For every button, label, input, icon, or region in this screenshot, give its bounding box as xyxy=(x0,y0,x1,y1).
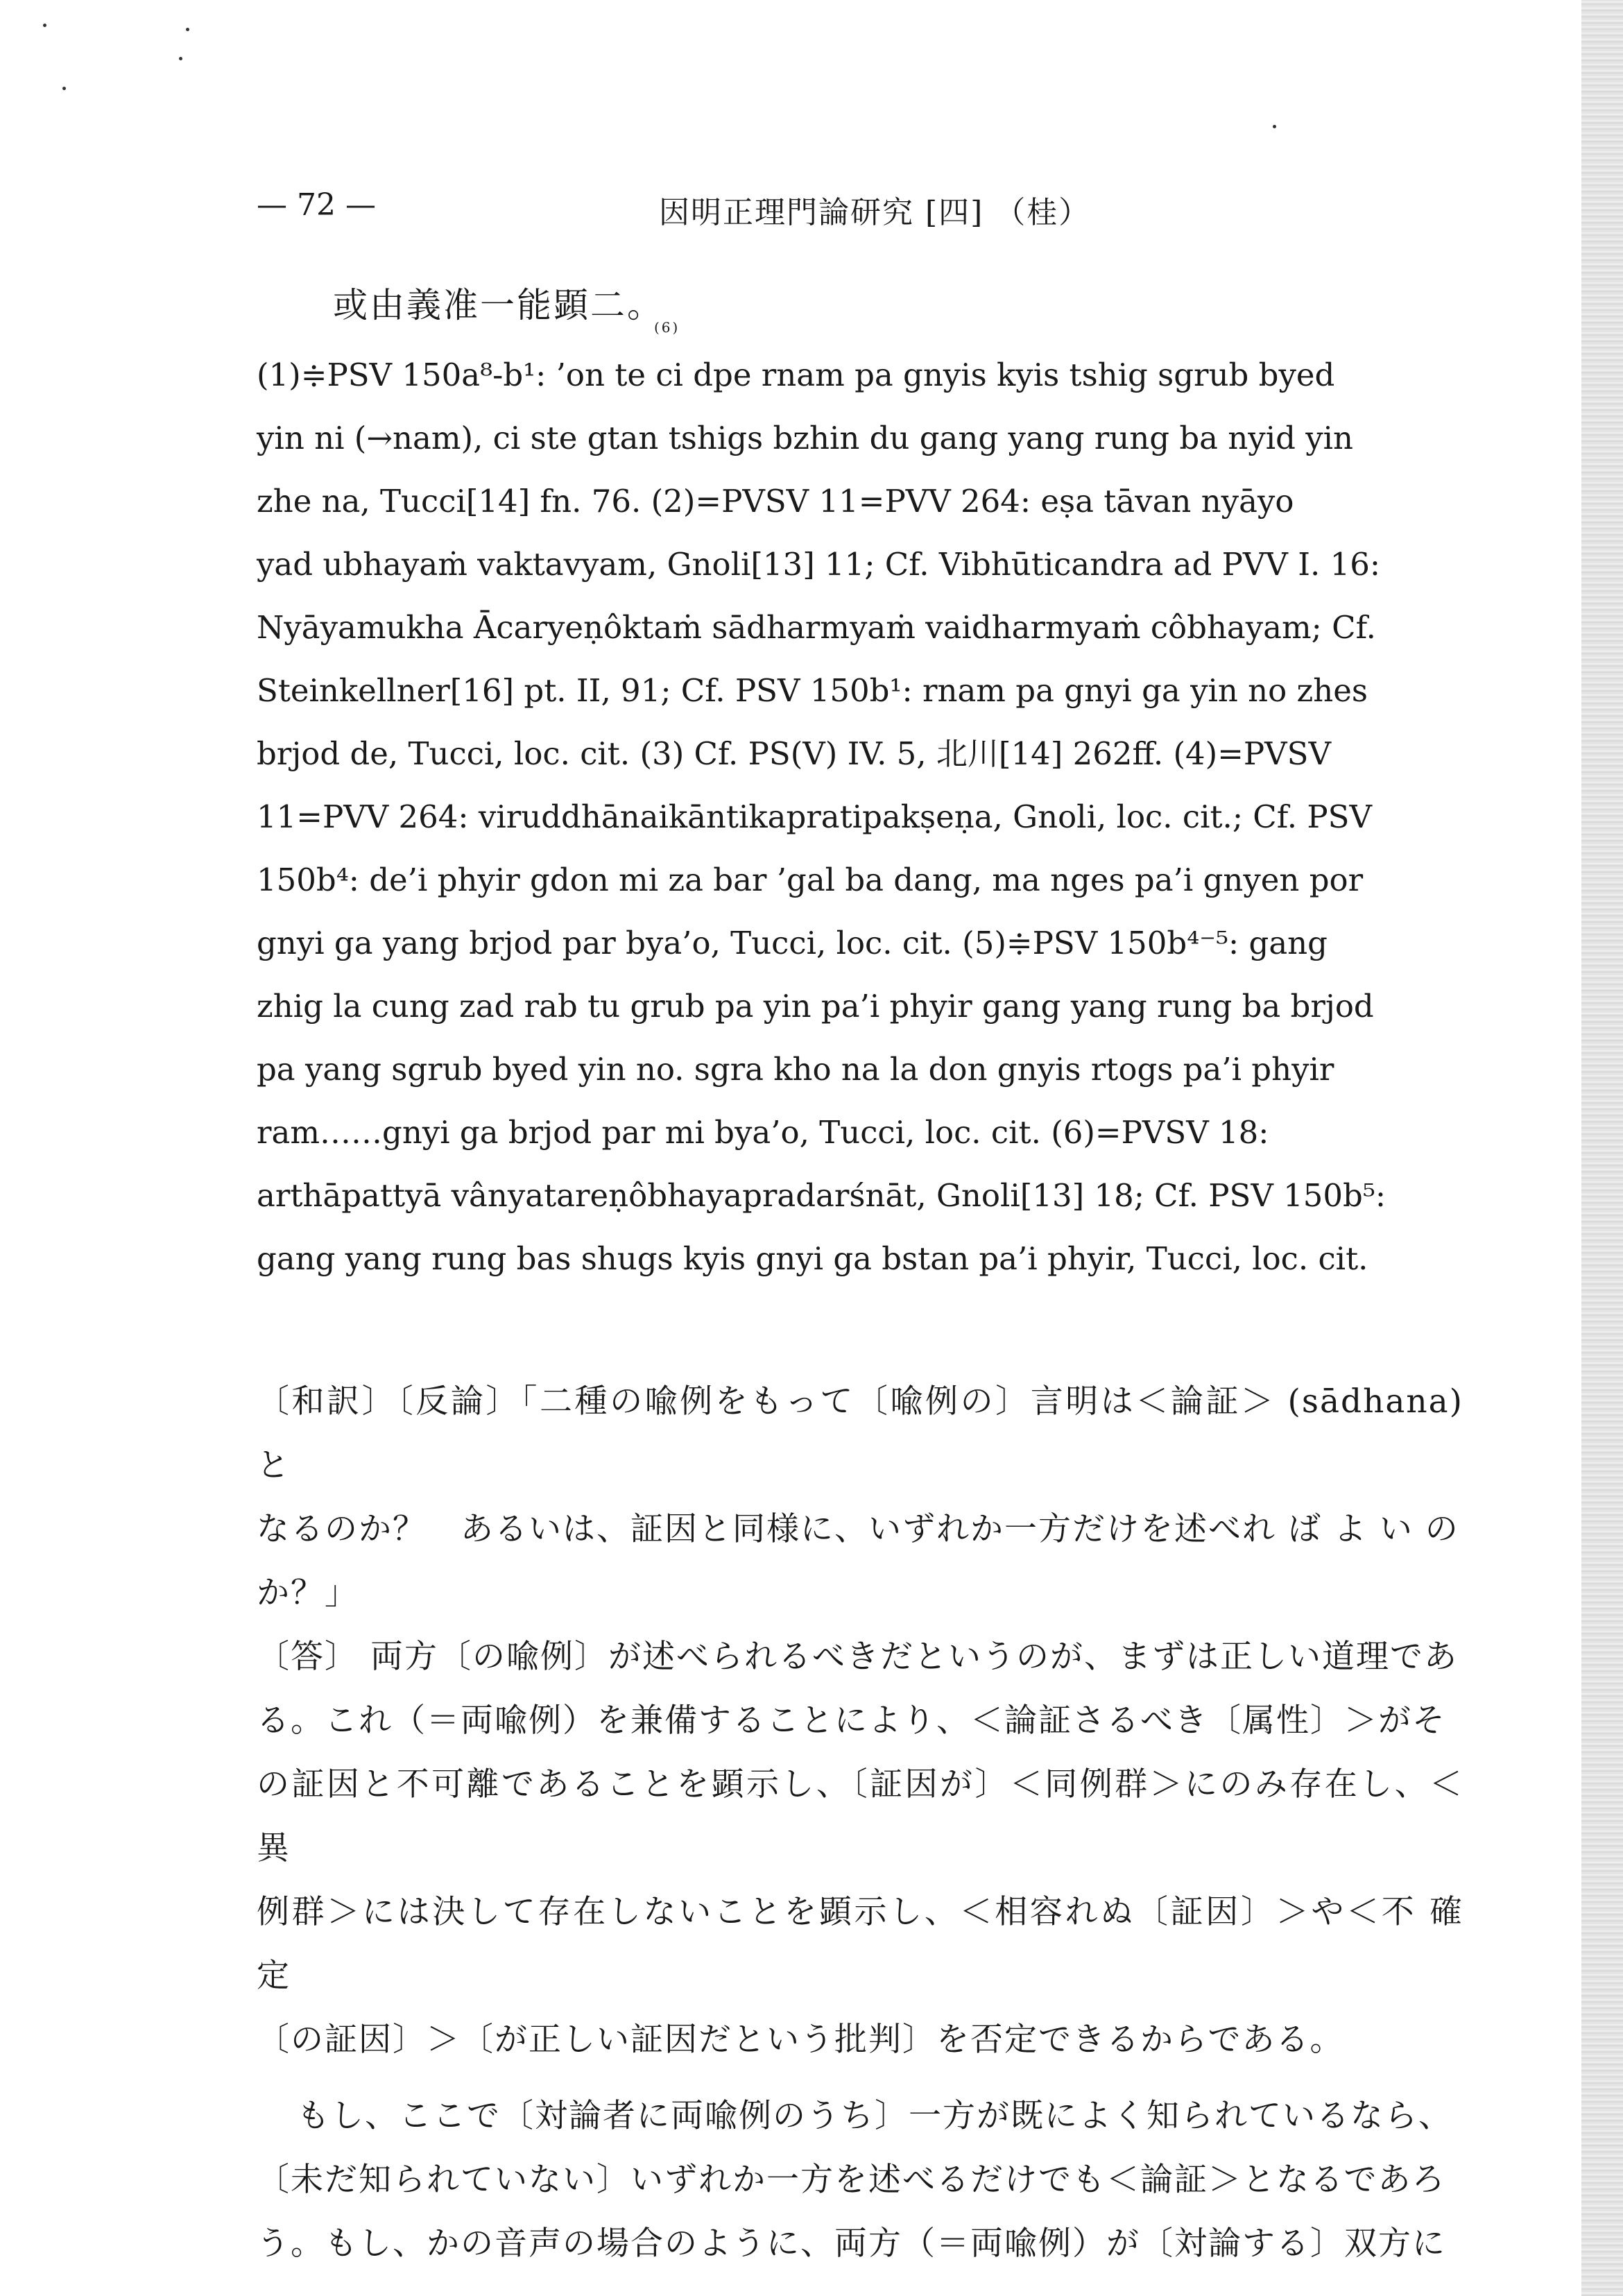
verse-text: 或由義准一能顕二。 xyxy=(333,285,664,325)
verse-note-marker: (6) xyxy=(654,319,680,336)
note-line: 11=PVV 264: viruddhānaikāntikapratipakṣeṇa, Gnoli, loc. cit.; Cf. PSV xyxy=(257,798,1373,835)
page-number: — 72 — xyxy=(257,187,376,223)
note-line: zhig la cung zad rab tu grub pa yin pa’i phyir gang yang rung ba brjod xyxy=(257,988,1374,1025)
answer-line: る。これ（＝両喩例）を兼備することにより、＜論証さるべき〔属性〕＞がそ xyxy=(257,1702,1446,1740)
note-line: ram……gnyi ga brjod par mi bya’o, Tucci, loc. cit. (6)=PVSV 18: xyxy=(257,1114,1269,1151)
note-line: zhe na, Tucci[14] fn. 76. (2)=PVSV 11=PVV 264: eṣa tāvan nyāyo xyxy=(257,483,1294,520)
translation-line: か？」 xyxy=(257,1574,359,1612)
translation-line: 〔和訳〕〔反論〕「二種の喩例をもって〔喩例の〕言明は＜論証＞ (sādhana) と xyxy=(257,1382,1463,1484)
answer-line: 例群＞には決して存在しないことを顕示し、＜相容れぬ〔証因〕＞や＜不 確 定 xyxy=(257,1893,1463,1995)
note-line: brjod de, Tucci, loc. cit. (3) Cf. PS(V) IV. 5, 北川[14] 262ff. (4)=PVSV xyxy=(257,735,1332,772)
answer-line: の証因と不可離であることを顕示し、〔証因が〕＜同例群＞にのみ存在し、＜異 xyxy=(257,1765,1463,1867)
paragraph-line: 〔未だ知られていない〕いずれか一方を述べるだけでも＜論証＞となるであろ xyxy=(257,2161,1446,2199)
note-line: yin ni (→nam), ci ste gtan tshigs bzhin du gang yang rung ba nyid yin xyxy=(257,420,1354,456)
translation-block xyxy=(257,1370,1463,2276)
running-title: 因明正理門論研究 [四] （桂） xyxy=(659,195,1091,230)
note-line: Nyāyamukha Ācaryeṇôktaṁ sādharmyaṁ vaidharmyaṁ côbhayam; Cf. xyxy=(257,609,1376,646)
note-line: Steinkellner[16] pt. II, 91; Cf. PSV 150b¹: rnam pa gnyi ga yin no zhes xyxy=(257,672,1368,709)
note-line: pa yang sgrub byed yin no. sgra kho na la don gnyis rtogs pa’i phyir xyxy=(257,1051,1334,1088)
note-line: gang yang rung bas shugs kyis gnyi ga bstan pa’i phyir, Tucci, loc. cit. xyxy=(257,1240,1368,1277)
verse-line xyxy=(333,277,680,336)
translation-line: なるのか？ あるいは、証因と同様に、いずれか一方だけを述べれ ば よ い の xyxy=(257,1510,1459,1548)
page-header xyxy=(257,187,1477,236)
note-line: gnyi ga yang brjod par bya’o, Tucci, loc. cit. (5)≑PSV 150b⁴⁻⁵: gang xyxy=(257,925,1328,961)
note-line: 150b⁴: de’i phyir gdon mi za bar ’gal ba dang, ma nges pa’i gnyen por xyxy=(257,862,1364,898)
note-line: (1)≑PSV 150a⁸-b¹: ’on te ci dpe rnam pa gnyis kyis tshig sgrub byed xyxy=(257,357,1335,393)
answer-line: 〔の証因〕＞〔が正しい証因だという批判〕を否定できるからである。 xyxy=(257,2021,1344,2059)
note-line: yad ubhayaṁ vaktavyam, Gnoli[13] 11; Cf. Vibhūticandra ad PVV I. 16: xyxy=(257,546,1380,583)
note-line: arthāpattyā vânyatareṇôbhayapradarśnāt, Gnoli[13] 18; Cf. PSV 150b⁵: xyxy=(257,1177,1386,1214)
scan-binding-edge xyxy=(1581,0,1623,2296)
paragraph-line: もし、ここで〔対論者に両喩例のうち〕一方が既によく知られているなら、 xyxy=(297,2097,1452,2135)
answer-line: 〔答〕 両方〔の喩例〕が述べられるべきだというのが、まずは正しい道理であ xyxy=(257,1638,1458,1676)
paragraph-line: う。もし、かの音声の場合のように、両方（＝両喩例）が〔対論する〕双方に xyxy=(257,2225,1446,2263)
footnotes-block xyxy=(257,343,1463,1290)
